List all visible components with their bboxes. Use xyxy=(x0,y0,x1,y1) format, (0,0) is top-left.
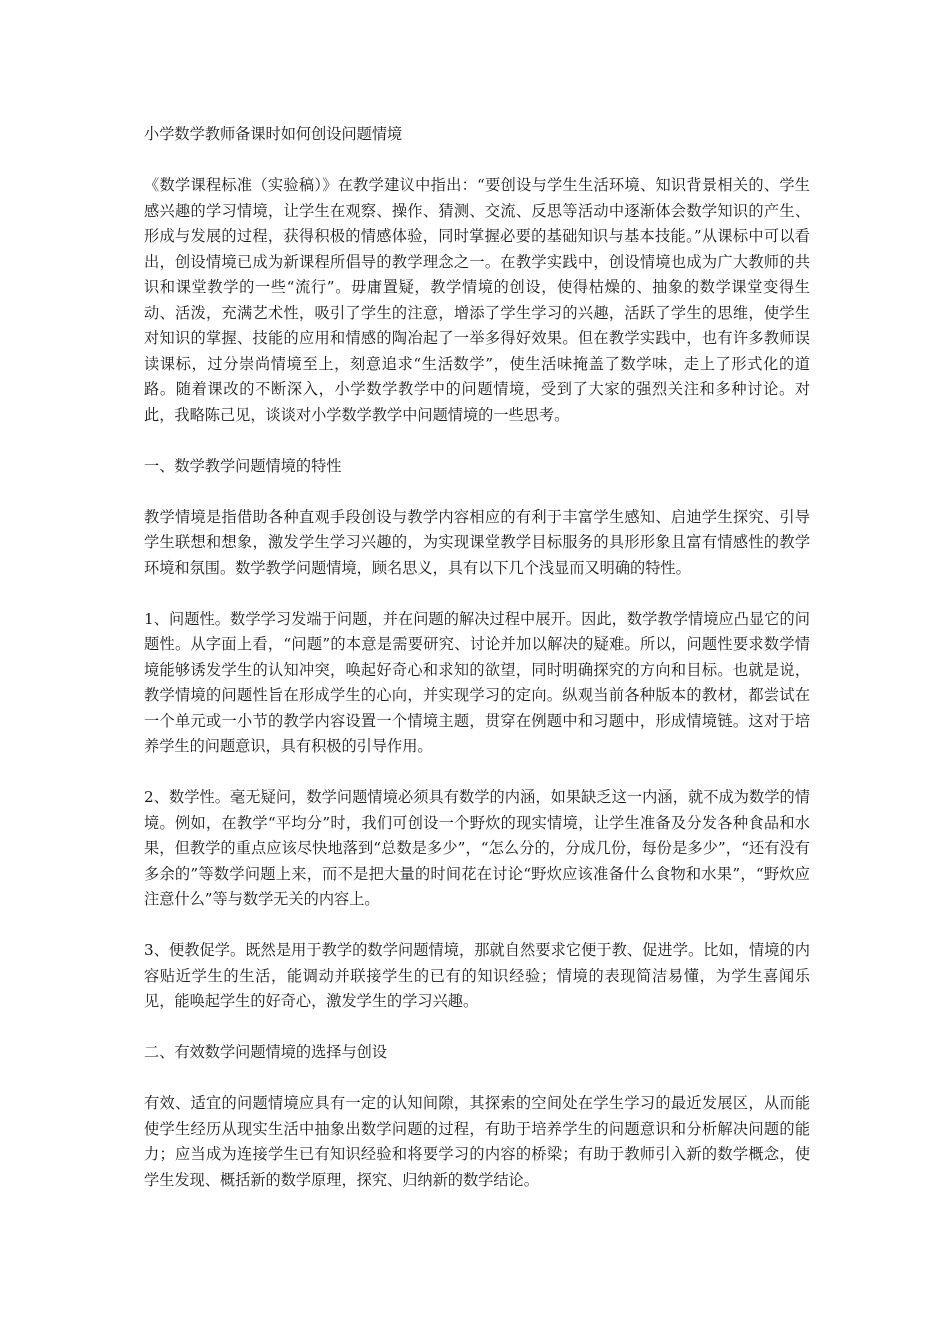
paragraph-teaching-facilitation: 3、便教促学。既然是用于教学的数学问题情境，那就自然要求它便于教、促进学。比如，情境的内容贴近学生的生活，能调动并联接学生的已有的知识经验；情境的表现简洁易懂，为学生喜闻乐见，能唤起学生的好奇心，激发学生的学习兴趣。 xyxy=(144,941,810,1010)
paragraph-problem-nature: 1、问题性。数学学习发端于问题，并在问题的解决过程中展开。因此，数学教学情境应凸显它的问题性。从字面上看，“问题”的本意是需要研究、讨论并加以解决的疑难。所以，问题性要求数学情境能够诱发学生的认知冲突，唤起好奇心和求知的欲望，同时明确探究的方向和目标。也就是说，教学情境的问题性旨在形成学生的心向，并实现学习的定向。纵观当前各种版本的教材，都尝试在一个单元或一小节的教学内容设置一个情境主题，贯穿在例题中和习题中，形成情境链。这对于培养学生的问题意识，具有积极的引导作用。 xyxy=(144,609,810,755)
section-heading-2: 二、有效数学问题情境的选择与创设 xyxy=(144,1043,387,1061)
paragraph-intro: 《数学课程标准（实验稿）》在教学建议中指出：“要创设与学生生活环境、知识背景相关的、学生感兴趣的学习情境，让学生在观察、操作、猜测、交流、反思等活动中逐渐体会数学知识的产生、形成与发展的过程，获得积极的情感体验，同时掌握必要的基础知识与基本技能。”从课标中可以看出，创设情境已成为新课程所倡导的教学理念之一。在教学实践中，创设情境也成为广大教师的共识和课堂教学的一些“流行”。毋庸置疑，教学情境的创设，使得枯燥的、抽象的数学课堂变得生动、活泼，充满艺术性，吸引了学生的注意，增添了学生学习的兴趣，活跃了学生的思维，使学生对知识的掌握、技能的应用和情感的陶冶起了一举多得好效果。但在教学实践中，也有许多教师误读课标，过分崇尚情境至上，刻意追求“生活数学”，使生活味掩盖了数学味，走上了形式化的道路。随着课改的不断深入，小学数学教学中的问题情境，受到了大家的强烈关注和多种讨论。对此，我略陈己见，谈谈对小学数学教学中问题情境的一些思考。 xyxy=(144,176,810,424)
paragraph-mathematical-nature: 2、数学性。毫无疑问，数学问题情境必须具有数学的内涵，如果缺乏这一内涵，就不成为数学的情境。例如，在教学“平均分”时，我们可创设一个野炊的现实情境，让学生准备及分发各种食品和水果，但教学的重点应该尽快地落到“总数是多少”，“怎么分的，分成几份，每份是多少”，“还有没有多余的”等数学问题上来，而不是把大量的时间花在讨论“野炊应该准备什么食物和水果”，“野炊应注意什么”等与数学无关的内容上。 xyxy=(144,788,810,908)
document-body xyxy=(144,122,810,1219)
paragraph-effective-situations: 有效、适宜的问题情境应具有一定的认知间隙，其探索的空间处在学生学习的最近发展区，从而能使学生经历从现实生活中抽象出数学问题的过程，有助于培养学生的问题意识和分析解决问题的能力；应当成为连接学生已有知识经验和将要学习的内容的桥梁；有助于教师引入新的数学概念，使学生发现、概括新的数学原理，探究、归纳新的数学结论。 xyxy=(144,1094,810,1189)
document-title: 小学数学教师备课时如何创设问题情境 xyxy=(144,125,403,143)
section-heading-1: 一、数学教学问题情境的特性 xyxy=(144,456,342,475)
paragraph-definition: 教学情境是指借助各种直观手段创设与教学内容相应的有利于丰富学生感知、启迪学生探究、引导学生联想和想象，激发学生学习兴趣的，为实现课堂教学目标服务的具形形象且富有情感性的教学环境和氛围。数学教学问题情境，顾名思义，具有以下几个浅显而又明确的特性。 xyxy=(144,507,810,577)
